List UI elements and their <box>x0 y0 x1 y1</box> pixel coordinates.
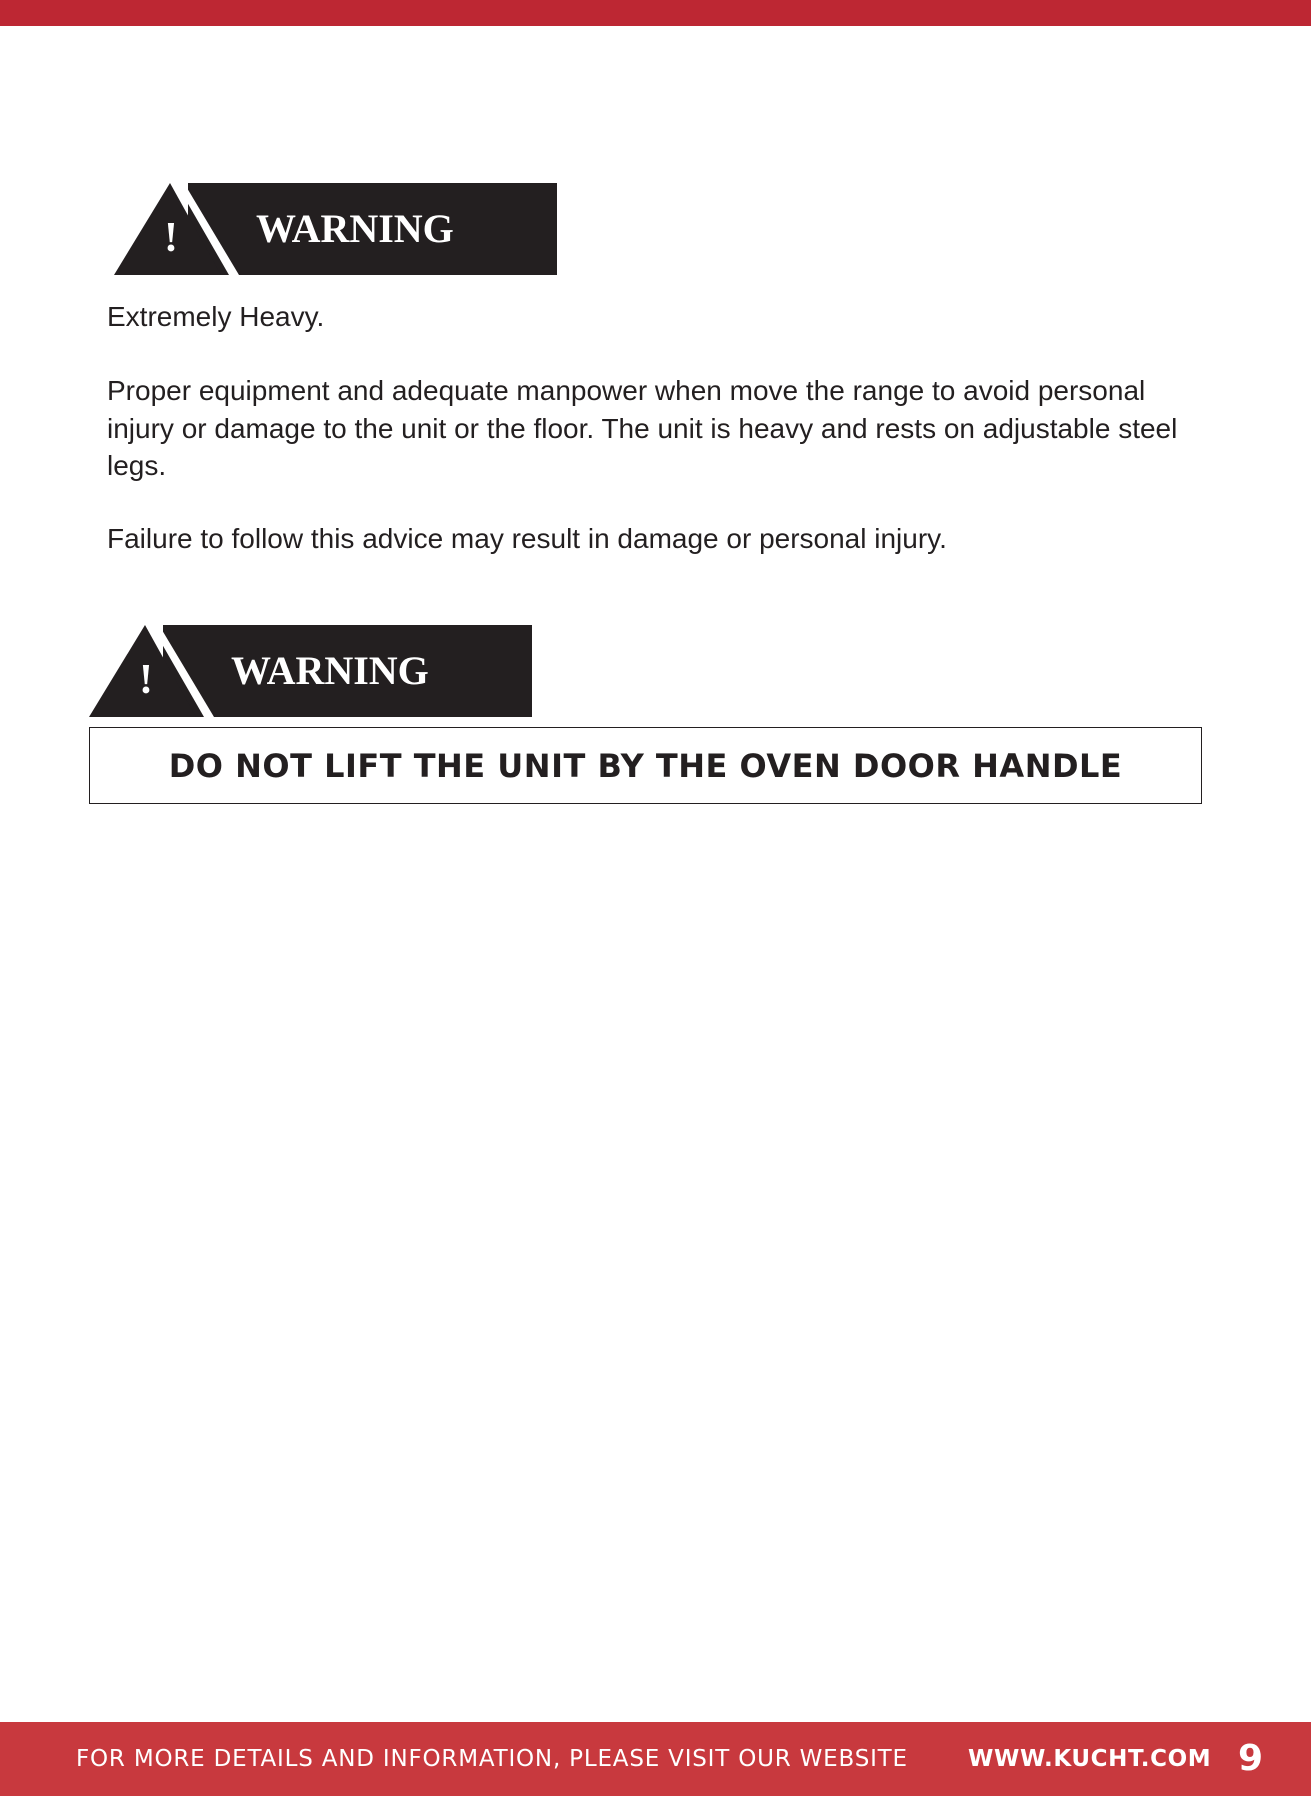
page-number: 9 <box>1238 1738 1264 1779</box>
lift-notice-text: DO NOT LIFT THE UNIT BY THE OVEN DOOR HANDLE <box>168 746 1123 785</box>
warning-label: WARNING <box>256 206 454 251</box>
exclamation-icon: ! <box>139 657 153 703</box>
top-color-bar <box>0 0 1311 26</box>
warning-badge <box>89 625 532 717</box>
equipment-instruction-text: Proper equipment and adequate manpower when move the range to avoid personal injury or damage to the unit or the floor. The unit is heavy and rests on adjustable steel legs. <box>107 375 1178 481</box>
warning-label: WARNING <box>231 648 429 693</box>
lift-notice-box <box>89 727 1202 804</box>
website-link[interactable]: WWW.KUCHT.COM <box>968 1746 1212 1772</box>
failure-consequence-text: Failure to follow this advice may result in damage or personal injury. <box>107 523 947 554</box>
footer-bar <box>0 1722 1311 1796</box>
warning-badge <box>114 183 557 275</box>
exclamation-icon: ! <box>164 215 178 261</box>
heavy-notice-text: Extremely Heavy. <box>107 301 325 332</box>
footer-info-text: FOR MORE DETAILS AND INFORMATION, PLEASE VISIT OUR WEBSITE <box>76 1746 908 1772</box>
